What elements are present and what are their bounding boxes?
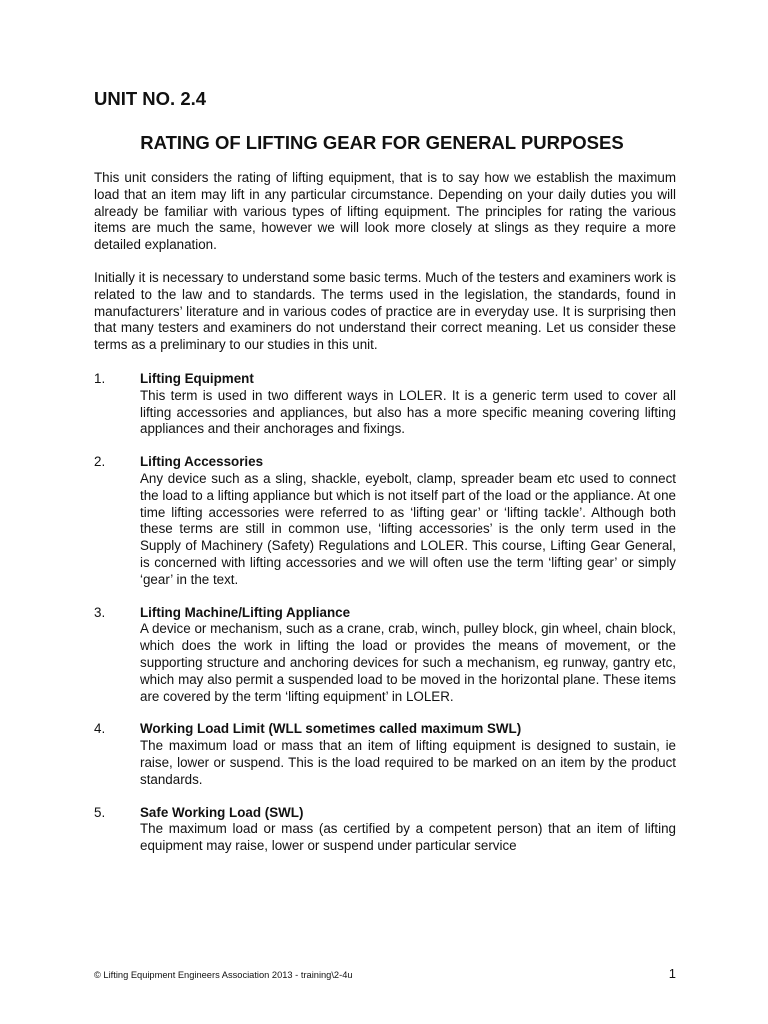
item-text: A device or mechanism, such as a crane, crab, winch, pulley block, gin wheel, chain block, which does the work in lifting the load or provides the means of movement, or the supporting structure and anchoring devices for such a mechanism, eg runway, gantry etc, which may also permit a suspended load to be moved in the horizontal plane. These items are covered by the term ‘lifting equipment’ in LOLER. — [140, 621, 676, 704]
item-heading: Lifting Accessories — [140, 454, 264, 470]
list-item — [94, 805, 676, 855]
item-content — [140, 805, 676, 855]
item-number: 4. — [94, 721, 106, 737]
item-content — [140, 371, 676, 438]
item-number: 3. — [94, 604, 106, 620]
item-content — [140, 721, 676, 788]
item-text: The maximum load or mass (as certified by a competent person) that an item of lifting equipment may raise, lower or suspend under particular service — [140, 821, 676, 854]
item-text: This term is used in two different ways in LOLER. It is a generic term used to cover all lifting accessories and appliances, but also has a more specific meaning covering lifting appliances and their anchorages and fixings. — [140, 387, 676, 437]
item-text: The maximum load or mass that an item of lifting equipment is designed to sustain, ie raise, lower or suspend. This is the load required to be marked on an item by the product standards. — [140, 738, 676, 787]
item-text: Any device such as a sling, shackle, eyebolt, clamp, spreader beam etc used to connect the load to a lifting appliance but which is not itself part of the load or the appliance. At one time lifting accessories were referred to as ‘lifting gear’ or ‘lifting tackle’. Although both these terms are still in common use, ‘lifting accessories’ is the only term used in the Supply of Machinery (Safety) Regulations and LOLER. This course, Lifting Gear General, is concerned with lifting accessories and we will often use the term ‘lifting gear’ or simply ‘gear’ in the text. — [140, 470, 676, 587]
item-heading: Safe Working Load (SWL) — [140, 804, 304, 820]
list-item — [94, 454, 676, 588]
terms-list — [94, 371, 676, 855]
list-item — [94, 721, 676, 788]
item-heading: Working Load Limit (WLL sometimes called maximum SWL) — [140, 721, 522, 737]
item-number: 1. — [94, 370, 106, 386]
item-content — [140, 605, 676, 706]
list-item — [94, 371, 676, 438]
item-number: 2. — [94, 454, 106, 470]
item-content — [140, 454, 676, 588]
intro-paragraph: This unit considers the rating of lifting equipment, that is to say how we establish the maximum load that an item may lift in any particular circumstance. Depending on your daily duties you will already be familiar with various types of lifting equipment. The principles for rating the various items are much the same, however we will look more closely at slings as they require a more detailed explanation. — [94, 170, 676, 253]
page-footer — [94, 966, 676, 981]
list-item — [94, 605, 676, 706]
item-heading: Lifting Machine/Lifting Appliance — [140, 604, 351, 620]
copyright-notice: © Lifting Equipment Engineers Association 2013 - training\2-4u — [94, 970, 353, 980]
page-number: 1 — [668, 966, 676, 981]
page-title: RATING OF LIFTING GEAR FOR GENERAL PURPOSES — [140, 132, 624, 153]
intro-paragraph: Initially it is necessary to understand some basic terms. Much of the testers and examiners work is related to the law and to standards. The terms used in the legislation, the standards, found in manufacturers’ literature and in various codes of practice are in everyday use. It is surprising then that many testers and examiners do not understand their correct meaning. Let us consider these terms as a preliminary to our studies in this unit. — [94, 269, 676, 353]
document-page — [94, 88, 676, 871]
item-number: 5. — [94, 804, 106, 820]
unit-number: UNIT NO. 2.4 — [94, 88, 207, 109]
item-heading: Lifting Equipment — [140, 370, 254, 386]
